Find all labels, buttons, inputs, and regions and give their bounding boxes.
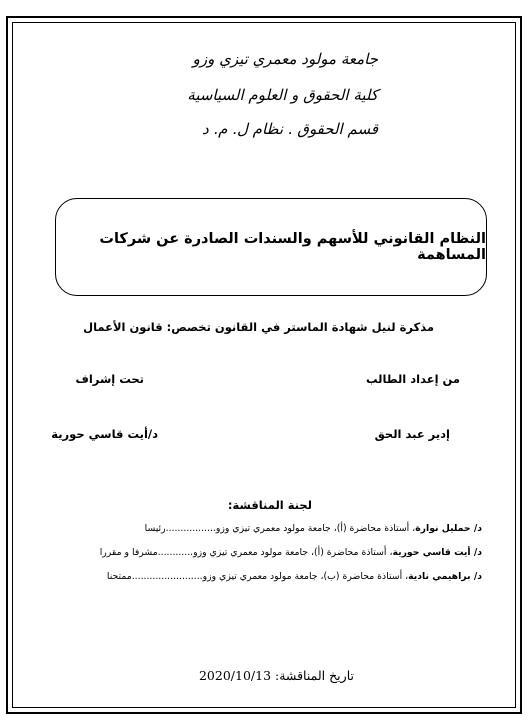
memo-line: مذكرة لنيل شهادة الماستر في القانون تخصص: قانون الأعمال [83,320,434,334]
member-prefix: د/ [470,523,482,534]
thesis-title: النظام القانوني للأسهم والسندات الصادرة عن شركات المساهمة [99,231,486,263]
member-details: ، أستاذة محاضرة (ب)، جامعة مولود معمري تيزي وزو........................ممتحنا [106,571,409,582]
member-name: أيت قاسي حورية [392,547,471,558]
member-prefix: د/ [470,547,482,558]
discussion-date-line [199,668,354,683]
committee-member [107,571,482,582]
committee-member [145,523,482,534]
member-details: ، أستاذة محاضرة (أ)، جامعة مولود معمري تيزي وزو.................رئيسا [144,523,416,534]
discussion-date-label: تاريخ المناقشة: [275,668,354,683]
student-name: إدير عبد الحق [374,427,450,441]
member-name: براهيمي نادية [408,571,471,582]
supervisor-name: د/أيت قاسي حورية [51,427,158,441]
thesis-title-box [55,198,487,296]
member-name: حمليل نوارة [415,523,471,534]
member-details: ، أستاذة محاضرة (أ)، جامعة مولود معمري تيزي وزو............مشرفا و مقررا [99,547,393,558]
member-prefix: د/ [470,571,482,582]
department-name: قسم الحقوق . نظام ل. م. د [201,120,378,138]
faculty-name: كلية الحقوق و العلوم السياسية [187,86,378,104]
supervised-by-label: تحت إشراف [75,372,144,386]
discussion-date: 2020/10/13 [198,668,272,683]
committee-member [100,547,482,558]
prepared-by-label: من إعداد الطالب [365,372,460,386]
university-name: جامعة مولود معمري تيزي وزو [192,50,378,68]
committee-heading: لجنة المناقشة: [227,498,312,512]
